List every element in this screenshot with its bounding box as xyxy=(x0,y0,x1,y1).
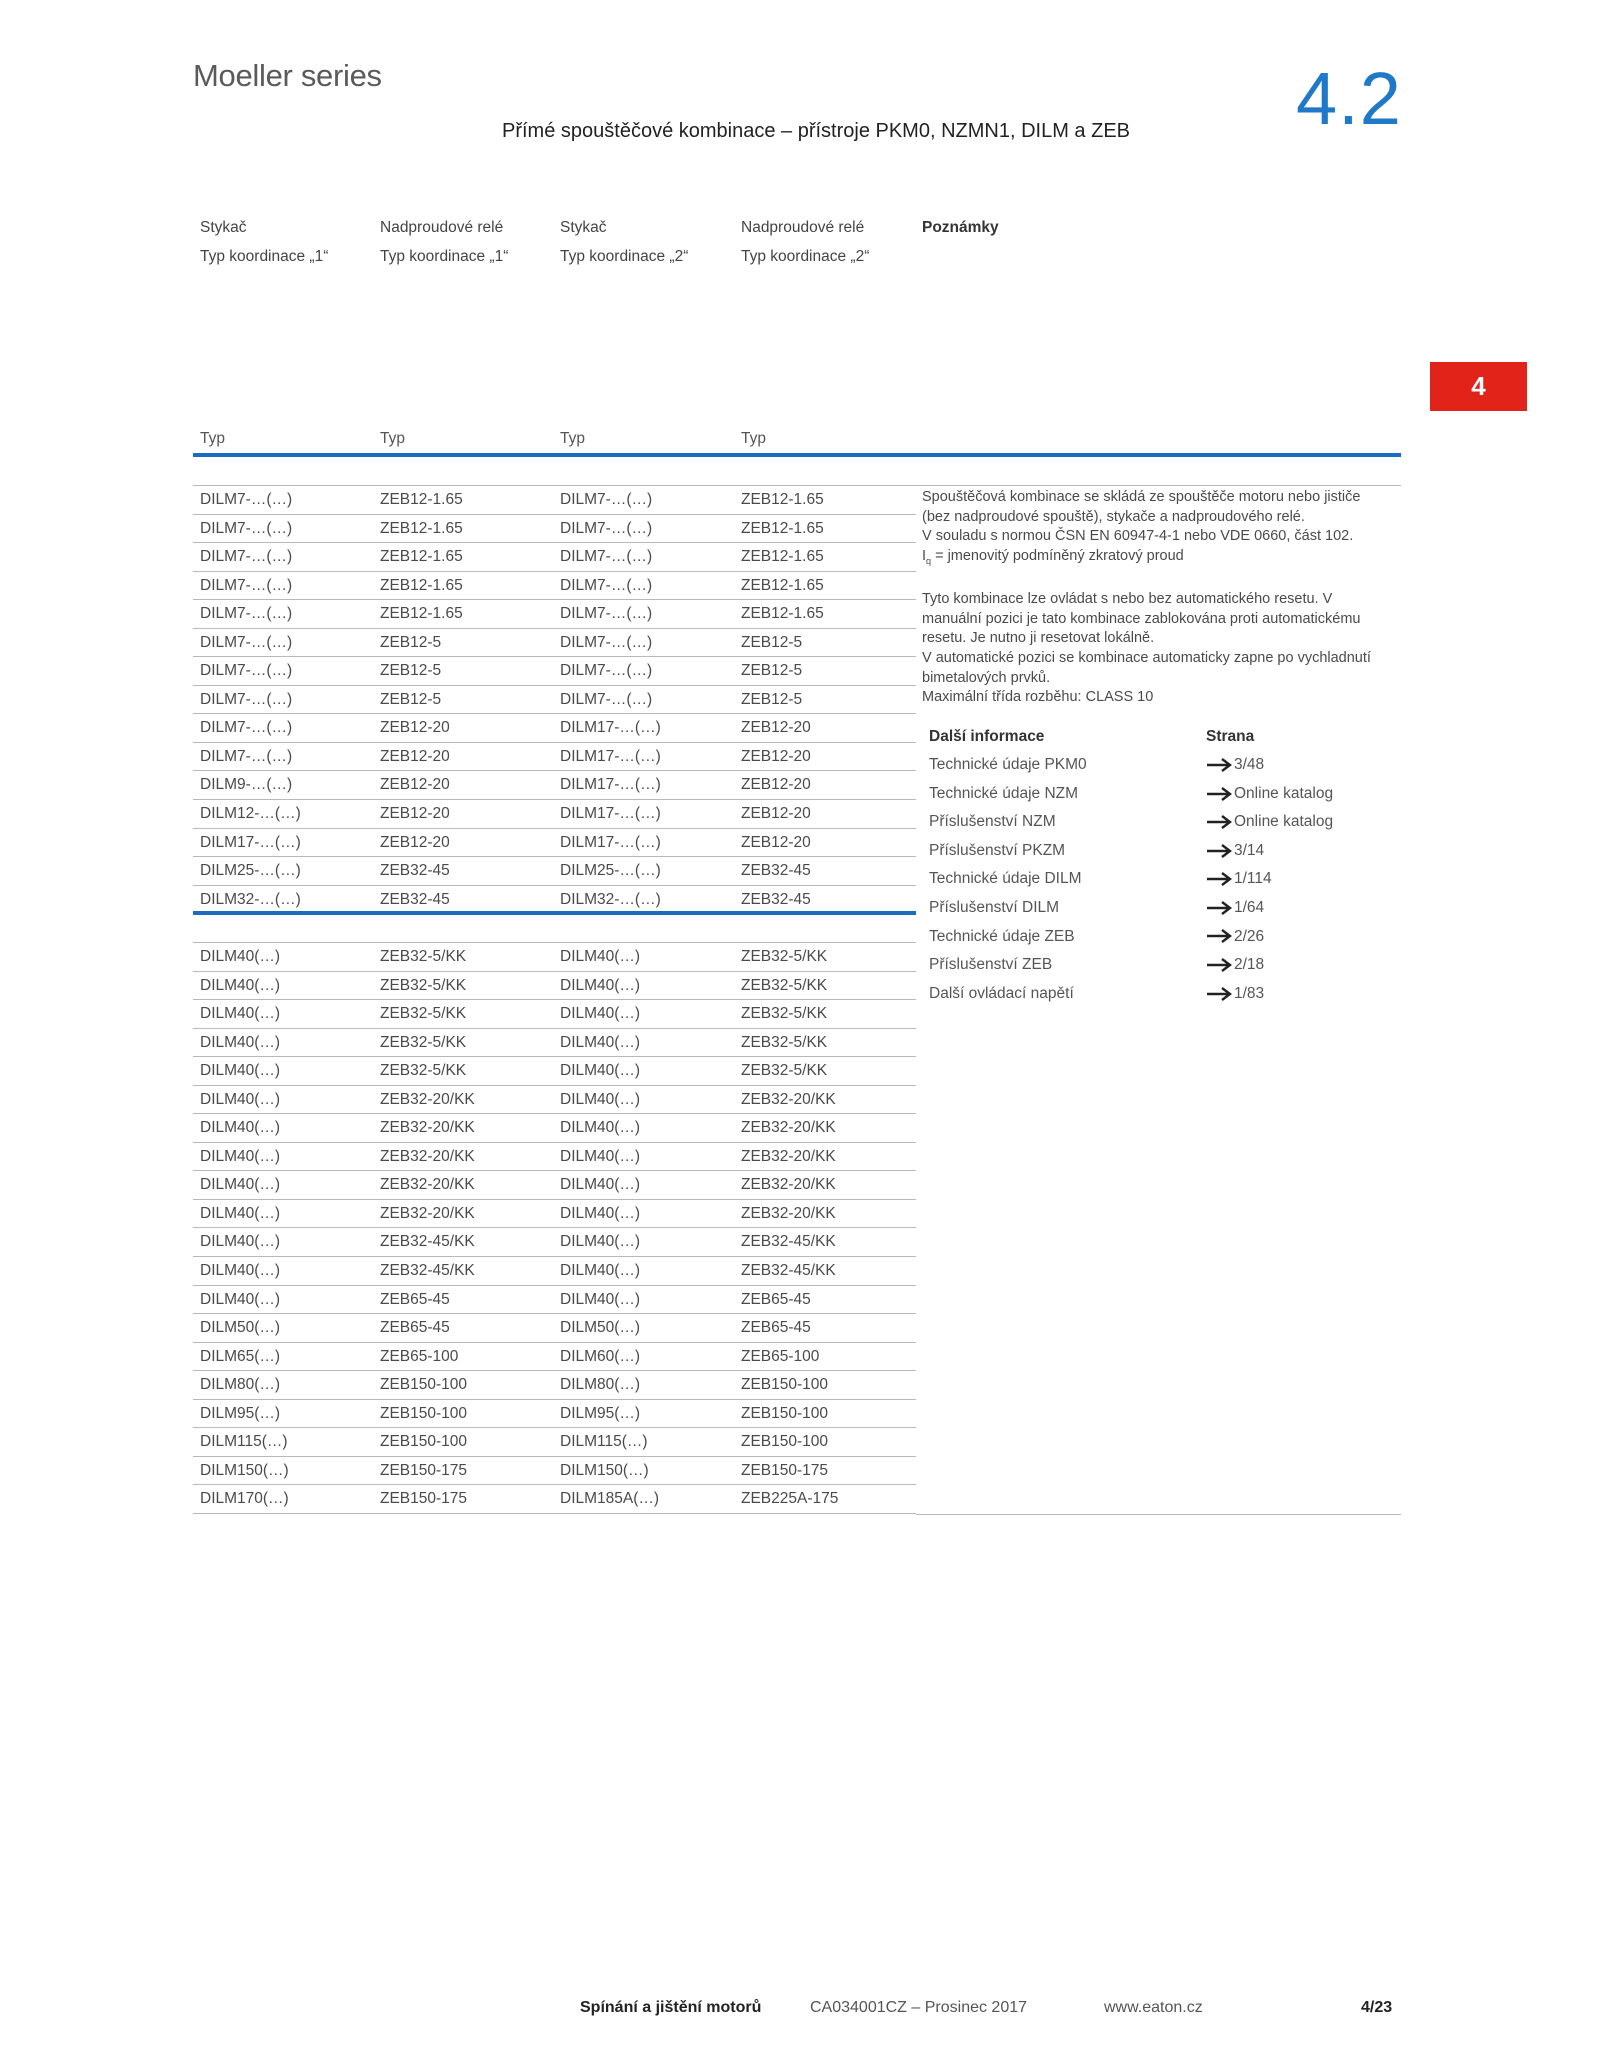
table-cell-c3: DILM60(…) xyxy=(560,1347,641,1365)
further-info-page[interactable] xyxy=(1206,899,1264,917)
note-line: V souladu s normou ČSN EN 60947-4-1 nebo VDE 0660, část 102. xyxy=(922,528,1354,545)
table-cell-c2: ZEB65-45 xyxy=(380,1319,450,1337)
table-cell-c3: DILM17-…(…) xyxy=(560,747,661,765)
table-row xyxy=(193,1400,916,1429)
further-info-label: Technické údaje DILM xyxy=(929,870,1082,888)
note-line: resetu. Je nutno ji resetovat lokálně. xyxy=(922,630,1155,647)
table-cell-c1: DILM7-…(…) xyxy=(200,548,293,566)
footer-section: Spínání a jištění motorů xyxy=(580,1999,762,2016)
table-cell-c2: ZEB32-5/KK xyxy=(380,976,467,994)
table-row xyxy=(193,629,916,658)
table-cell-c4: ZEB12-1.65 xyxy=(741,576,824,594)
page-ref: Online katalog xyxy=(1234,784,1334,802)
page-ref: Online katalog xyxy=(1234,813,1334,831)
table-cell-c1: DILM7-…(…) xyxy=(200,605,293,623)
table-group-2 xyxy=(193,943,916,1514)
further-info-page[interactable] xyxy=(1206,785,1333,803)
table-row xyxy=(193,657,916,686)
table-row xyxy=(193,1057,916,1086)
table-cell-c1: DILM150(…) xyxy=(200,1461,289,1479)
table-cell-c4: ZEB150-100 xyxy=(741,1433,829,1451)
table-cell-c3: DILM7-…(…) xyxy=(560,491,653,508)
table-cell-c3: DILM17-…(…) xyxy=(560,719,661,737)
table-row xyxy=(193,1428,916,1457)
table-cell-c3: DILM40(…) xyxy=(560,1005,641,1023)
table-row xyxy=(193,1143,916,1172)
table-cell-c3: DILM185A(…) xyxy=(560,1490,660,1508)
table-cell-c3: DILM7-…(…) xyxy=(560,548,653,566)
table-cell-c2: ZEB12-20 xyxy=(380,747,450,765)
chapter-number: 4.2 xyxy=(1296,57,1402,140)
table-cell-c3: DILM40(…) xyxy=(560,1290,641,1308)
further-info-label: Příslušenství DILM xyxy=(929,898,1060,916)
typ-label-2: Typ xyxy=(380,430,405,447)
table-cell-c2: ZEB32-20/KK xyxy=(380,1090,475,1108)
table-cell-c4: ZEB12-5 xyxy=(741,690,803,708)
table-cell-c1: DILM40(…) xyxy=(200,1062,281,1080)
table-cell-c1: DILM115(…) xyxy=(200,1433,288,1451)
further-info-row[interactable] xyxy=(922,951,1352,980)
table-cell-c4: ZEB225A-175 xyxy=(741,1490,839,1508)
col4-header-line1: Nadproudové relé xyxy=(741,219,865,236)
table-row xyxy=(193,1029,916,1058)
table-cell-c4: ZEB12-5 xyxy=(741,662,803,680)
table-cell-c4: ZEB32-5/KK xyxy=(741,976,828,994)
table-row xyxy=(193,972,916,1001)
table-cell-c3: DILM50(…) xyxy=(560,1319,641,1337)
iq-text: = jmenovitý podmíněný zkratový proud xyxy=(931,547,1184,564)
table-cell-c2: ZEB150-175 xyxy=(380,1461,468,1479)
note-line: (bez nadproudové spouště), stykače a nadproudového relé. xyxy=(922,508,1305,525)
table-row xyxy=(193,1200,916,1229)
table-cell-c1: DILM170(…) xyxy=(200,1490,289,1508)
page-ref: 3/48 xyxy=(1234,756,1265,773)
table-row xyxy=(193,886,916,915)
table-cell-c3: DILM7-…(…) xyxy=(560,690,653,708)
table-row xyxy=(193,771,916,800)
table-cell-c1: DILM80(…) xyxy=(200,1376,281,1394)
page-ref: 1/83 xyxy=(1234,984,1265,1002)
col3-header-line2: Typ koordinace „2“ xyxy=(560,248,689,265)
table-cell-c4: ZEB65-45 xyxy=(741,1319,811,1337)
further-info-label: Příslušenství PKZM xyxy=(929,841,1066,859)
further-info-page[interactable] xyxy=(1206,756,1264,774)
table-cell-c1: DILM40(…) xyxy=(200,1204,281,1222)
table-row xyxy=(193,600,916,629)
chapter-tab: 4 xyxy=(1430,362,1527,411)
table-row xyxy=(193,1286,916,1315)
table-cell-c1: DILM40(…) xyxy=(200,1176,281,1194)
note-line: Spouštěčová kombinace se skládá ze spouštěče motoru nebo jističe xyxy=(922,489,1361,505)
table-cell-c1: DILM12-…(…) xyxy=(200,805,301,823)
table-cell-c2: ZEB12-5 xyxy=(380,662,442,680)
further-info-page[interactable] xyxy=(1206,985,1264,1003)
arrow-right-icon xyxy=(1206,958,1232,972)
col1-header-line2: Typ koordinace „1“ xyxy=(200,248,329,265)
table-row xyxy=(193,1314,916,1343)
table-cell-c4: ZEB12-20 xyxy=(741,719,811,737)
page-subtitle: Přímé spouštěčové kombinace – přístroje PKM0, NZMN1, DILM a ZEB xyxy=(502,120,1130,142)
table-cell-c2: ZEB12-1.65 xyxy=(380,576,463,594)
footer-doc: CA034001CZ – Prosinec 2017 xyxy=(810,1999,1028,2016)
table-cell-c2: ZEB32-45 xyxy=(380,862,450,880)
table-cell-c4: ZEB32-5/KK xyxy=(741,948,828,965)
table-row xyxy=(193,572,916,601)
col4-header-line2: Typ koordinace „2“ xyxy=(741,248,870,265)
table-row xyxy=(193,1257,916,1286)
table-cell-c2: ZEB65-45 xyxy=(380,1290,450,1308)
table-row xyxy=(193,1000,916,1029)
table-cell-c4: ZEB32-20/KK xyxy=(741,1147,836,1165)
table-row xyxy=(193,1114,916,1143)
table-row xyxy=(193,1086,916,1115)
table-cell-c2: ZEB12-20 xyxy=(380,719,450,737)
table-cell-c1: DILM95(…) xyxy=(200,1404,281,1422)
table-cell-c3: DILM17-…(…) xyxy=(560,776,661,794)
table-cell-c1: DILM40(…) xyxy=(200,1147,281,1165)
table-cell-c1: DILM50(…) xyxy=(200,1319,281,1337)
table-cell-c3: DILM7-…(…) xyxy=(560,662,653,680)
table-cell-c1: DILM40(…) xyxy=(200,1262,281,1280)
table-cell-c1: DILM7-…(…) xyxy=(200,719,293,737)
table-row xyxy=(193,743,916,772)
table-cell-c4: ZEB65-100 xyxy=(741,1347,820,1365)
table-cell-c1: DILM7-…(…) xyxy=(200,491,293,508)
table-cell-c1: DILM7-…(…) xyxy=(200,662,293,680)
arrow-right-icon xyxy=(1206,901,1232,915)
table-cell-c1: DILM40(…) xyxy=(200,1290,281,1308)
table-cell-c4: ZEB32-5/KK xyxy=(741,1062,828,1080)
header-rule xyxy=(193,453,1401,457)
arrow-right-icon xyxy=(1206,787,1232,801)
table-row xyxy=(193,943,916,972)
footer-url[interactable]: www.eaton.cz xyxy=(1104,1999,1203,2016)
table-row xyxy=(193,1485,916,1514)
further-info-row[interactable] xyxy=(922,923,1352,952)
table-cell-c4: ZEB12-1.65 xyxy=(741,519,824,537)
further-info-page[interactable] xyxy=(1206,813,1333,831)
further-info-heading: Další informace xyxy=(929,728,1045,745)
notes-block xyxy=(922,488,1402,708)
table-cell-c3: DILM80(…) xyxy=(560,1376,641,1394)
table-cell-c1: DILM25-…(…) xyxy=(200,862,301,880)
table-cell-c1: DILM7-…(…) xyxy=(200,576,293,594)
table-cell-c1: DILM40(…) xyxy=(200,1233,281,1251)
table-cell-c3: DILM32-…(…) xyxy=(560,890,661,908)
arrow-right-icon xyxy=(1206,929,1232,943)
table-cell-c3: DILM40(…) xyxy=(560,976,641,994)
table-cell-c4: ZEB150-100 xyxy=(741,1404,829,1422)
arrow-right-icon xyxy=(1206,844,1232,858)
typ-label-4: Typ xyxy=(741,430,766,447)
bottom-rule xyxy=(916,1514,1401,1515)
table-cell-c2: ZEB150-175 xyxy=(380,1490,468,1508)
table-cell-c1: DILM40(…) xyxy=(200,1005,281,1023)
table-cell-c4: ZEB32-20/KK xyxy=(741,1090,836,1108)
footer-page-number: 4/23 xyxy=(1361,1999,1393,2016)
table-cell-c2: ZEB150-100 xyxy=(380,1433,468,1451)
table-cell-c2: ZEB12-1.65 xyxy=(380,605,463,623)
table-row xyxy=(193,829,916,858)
col2-header-line1: Nadproudové relé xyxy=(380,219,504,236)
table-row xyxy=(193,1371,916,1400)
table-cell-c2: ZEB32-45/KK xyxy=(380,1262,475,1280)
note-line: V automatické pozici se kombinace automaticky zapne po vychladnutí xyxy=(922,650,1371,667)
further-info-table xyxy=(922,723,1352,1008)
table-cell-c3: DILM7-…(…) xyxy=(560,576,653,594)
page-ref: 1/114 xyxy=(1234,870,1272,888)
table-cell-c4: ZEB32-5/KK xyxy=(741,1033,828,1051)
iq-subscript: q xyxy=(926,555,932,566)
iq-symbol: I xyxy=(922,547,927,564)
table-cell-c1: DILM32-…(…) xyxy=(200,890,301,908)
col5-header: Poznámky xyxy=(922,219,999,236)
table-cell-c4: ZEB32-45 xyxy=(741,862,811,880)
table-cell-c3: DILM40(…) xyxy=(560,1262,641,1280)
table-cell-c2: ZEB12-5 xyxy=(380,690,442,708)
table-cell-c1: DILM7-…(…) xyxy=(200,747,293,765)
further-info-page[interactable] xyxy=(1206,870,1272,888)
arrow-right-icon xyxy=(1206,758,1232,772)
table-cell-c2: ZEB32-20/KK xyxy=(380,1147,475,1165)
table-row xyxy=(193,1228,916,1257)
note-line: manuální pozici je tato kombinace zablokována proti automatickému xyxy=(922,610,1361,627)
table-cell-c2: ZEB32-5/KK xyxy=(380,1005,467,1023)
table-cell-c3: DILM25-…(…) xyxy=(560,862,661,880)
further-info-label: Technické údaje ZEB xyxy=(929,927,1075,945)
table-cell-c4: ZEB150-175 xyxy=(741,1461,829,1479)
col3-header-line1: Stykač xyxy=(560,219,607,236)
table-cell-c1: DILM9-…(…) xyxy=(200,776,293,794)
further-info-label: Další ovládací napětí xyxy=(929,984,1074,1002)
table-cell-c3: DILM95(…) xyxy=(560,1404,641,1422)
table-cell-c3: DILM40(…) xyxy=(560,1119,641,1137)
table-cell-c1: DILM7-…(…) xyxy=(200,690,293,708)
table-cell-c2: ZEB12-20 xyxy=(380,833,450,851)
table-row xyxy=(193,543,916,572)
further-info-row[interactable] xyxy=(922,865,1352,894)
table-cell-c2: ZEB32-5/KK xyxy=(380,948,467,965)
page-heading: Strana xyxy=(1206,728,1255,745)
page-ref: 2/26 xyxy=(1234,927,1265,945)
table-cell-c3: DILM17-…(…) xyxy=(560,833,661,851)
table-cell-c2: ZEB32-20/KK xyxy=(380,1204,475,1222)
table-cell-c1: DILM40(…) xyxy=(200,976,281,994)
further-info-label: Příslušenství NZM xyxy=(929,813,1056,831)
table-cell-c3: DILM7-…(…) xyxy=(560,519,653,537)
table-cell-c4: ZEB32-45/KK xyxy=(741,1233,836,1251)
further-info-row[interactable] xyxy=(922,894,1352,923)
further-info-row[interactable] xyxy=(922,837,1352,866)
note-line: Tyto kombinace lze ovládat s nebo bez automatického resetu. V xyxy=(922,591,1333,608)
note-line: Maximální třída rozběhu: CLASS 10 xyxy=(922,689,1154,706)
further-info-page[interactable] xyxy=(1206,842,1264,860)
table-cell-c2: ZEB12-20 xyxy=(380,805,450,823)
arrow-right-icon xyxy=(1206,815,1232,829)
table-cell-c2: ZEB150-100 xyxy=(380,1404,468,1422)
table-cell-c3: DILM7-…(…) xyxy=(560,633,653,651)
table-cell-c3: DILM40(…) xyxy=(560,1062,641,1080)
further-info-row[interactable] xyxy=(922,980,1352,1009)
table-row xyxy=(193,1171,916,1200)
further-info-label: Příslušenství ZEB xyxy=(929,956,1053,974)
table-cell-c1: DILM40(…) xyxy=(200,1090,281,1108)
table-cell-c2: ZEB32-5/KK xyxy=(380,1033,467,1051)
table-cell-c2: ZEB12-1.65 xyxy=(380,519,463,537)
table-row xyxy=(193,1343,916,1372)
table-cell-c2: ZEB32-20/KK xyxy=(380,1119,475,1137)
table-cell-c3: DILM7-…(…) xyxy=(560,605,653,623)
further-info-row[interactable] xyxy=(922,780,1352,809)
table-cell-c3: DILM40(…) xyxy=(560,1176,641,1194)
table-cell-c4: ZEB12-20 xyxy=(741,833,811,851)
table-row xyxy=(193,686,916,715)
further-info-page[interactable] xyxy=(1206,928,1264,946)
table-row xyxy=(193,1457,916,1486)
table-row xyxy=(193,515,916,544)
col2-header-line2: Typ koordinace „1“ xyxy=(380,248,509,265)
table-row xyxy=(193,857,916,886)
further-info-header xyxy=(922,723,1352,751)
arrow-right-icon xyxy=(1206,872,1232,886)
table-cell-c2: ZEB150-100 xyxy=(380,1376,468,1394)
table-cell-c3: DILM40(…) xyxy=(560,1090,641,1108)
table-cell-c2: ZEB12-5 xyxy=(380,633,442,651)
typ-label-3: Typ xyxy=(560,430,585,447)
further-info-row[interactable] xyxy=(922,751,1352,780)
table-cell-c3: DILM150(…) xyxy=(560,1461,649,1479)
arrow-right-icon xyxy=(1206,987,1232,1001)
table-row xyxy=(193,714,916,743)
table-cell-c1: DILM65(…) xyxy=(200,1347,281,1365)
table-cell-c3: DILM115(…) xyxy=(560,1433,648,1451)
table-cell-c4: ZEB12-20 xyxy=(741,776,811,794)
table-cell-c2: ZEB32-5/KK xyxy=(380,1062,467,1080)
page-ref: 1/64 xyxy=(1234,898,1265,916)
table-cell-c2: ZEB65-100 xyxy=(380,1347,459,1365)
table-cell-c4: ZEB32-45/KK xyxy=(741,1262,836,1280)
table-cell-c1: DILM17-…(…) xyxy=(200,833,301,851)
table-cell-c1: DILM7-…(…) xyxy=(200,633,293,651)
table-cell-c2: ZEB32-45 xyxy=(380,890,450,908)
table-cell-c1: DILM40(…) xyxy=(200,1119,281,1137)
further-info-label: Technické údaje PKM0 xyxy=(929,756,1087,773)
note-line: bimetalových prvků. xyxy=(922,669,1051,686)
table-cell-c4: ZEB32-20/KK xyxy=(741,1119,836,1137)
further-info-label: Technické údaje NZM xyxy=(929,784,1079,802)
table-cell-c2: ZEB32-45/KK xyxy=(380,1233,475,1251)
table-cell-c4: ZEB32-20/KK xyxy=(741,1176,836,1194)
table-cell-c4: ZEB12-1.65 xyxy=(741,548,824,566)
table-cell-c4: ZEB150-100 xyxy=(741,1376,829,1394)
type-header-row xyxy=(193,428,1401,454)
table-cell-c3: DILM40(…) xyxy=(560,948,641,965)
table-cell-c4: ZEB12-1.65 xyxy=(741,491,824,508)
table-cell-c4: ZEB12-20 xyxy=(741,805,811,823)
table-cell-c1: DILM7-…(…) xyxy=(200,519,293,537)
table-cell-c4: ZEB32-45 xyxy=(741,890,811,908)
table-cell-c3: DILM40(…) xyxy=(560,1033,641,1051)
page-ref: 3/14 xyxy=(1234,841,1265,859)
table-cell-c3: DILM40(…) xyxy=(560,1147,641,1165)
table-cell-c3: DILM40(…) xyxy=(560,1204,641,1222)
table-cell-c3: DILM17-…(…) xyxy=(560,805,661,823)
table-cell-c4: ZEB12-1.65 xyxy=(741,605,824,623)
table-cell-c4: ZEB32-5/KK xyxy=(741,1005,828,1023)
further-info-row[interactable] xyxy=(922,808,1352,837)
group-separator-rule xyxy=(193,911,916,915)
table-row xyxy=(193,486,916,515)
table-cell-c2: ZEB12-20 xyxy=(380,776,450,794)
note-iq-line xyxy=(922,547,1402,571)
table-row xyxy=(193,800,916,829)
table-cell-c2: ZEB12-1.65 xyxy=(380,491,463,508)
table-cell-c1: DILM40(…) xyxy=(200,1033,281,1051)
table-cell-c4: ZEB12-5 xyxy=(741,633,803,651)
table-cell-c2: ZEB12-1.65 xyxy=(380,548,463,566)
table-cell-c3: DILM40(…) xyxy=(560,1233,641,1251)
table-group-1 xyxy=(193,486,916,914)
table-cell-c4: ZEB32-20/KK xyxy=(741,1204,836,1222)
table-cell-c4: ZEB12-20 xyxy=(741,747,811,765)
table-cell-c1: DILM40(…) xyxy=(200,948,281,965)
page-ref: 2/18 xyxy=(1234,956,1265,974)
col1-header-line1: Stykač xyxy=(200,219,247,236)
table-cell-c2: ZEB32-20/KK xyxy=(380,1176,475,1194)
further-info-page[interactable] xyxy=(1206,956,1264,974)
table-cell-c4: ZEB65-45 xyxy=(741,1290,811,1308)
series-title: Moeller series xyxy=(193,58,382,93)
typ-label-1: Typ xyxy=(200,430,225,447)
